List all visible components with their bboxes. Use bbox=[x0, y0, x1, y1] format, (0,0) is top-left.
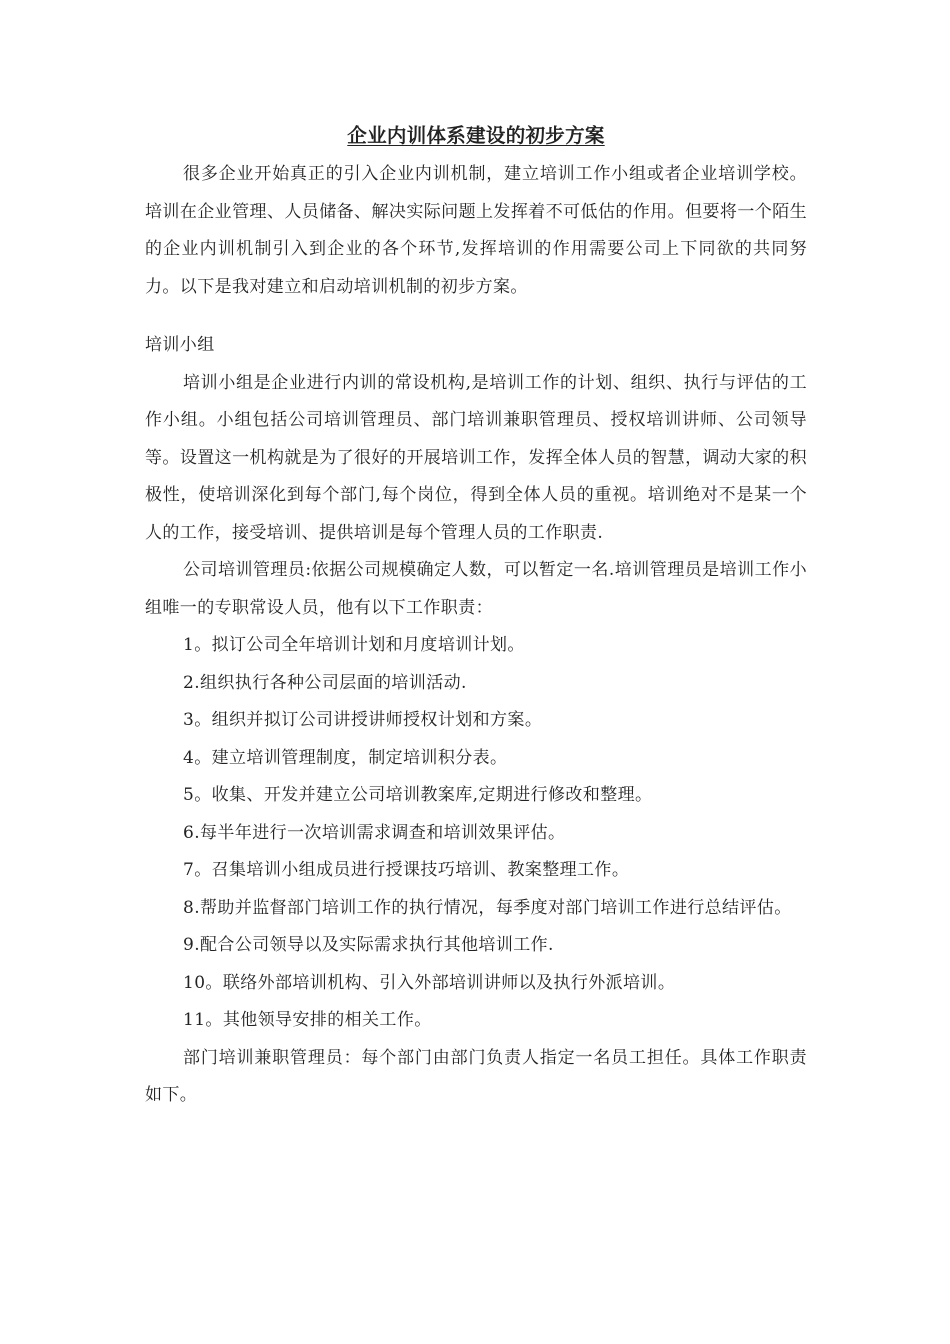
duty-item-11: 11。其他领导安排的相关工作。 bbox=[183, 1010, 432, 1030]
duty-item-6: 6.每半年进行一次培训需求调查和培训效果评估。 bbox=[183, 822, 566, 843]
section-heading: 培训小组 bbox=[145, 335, 215, 355]
duty-item-5: 5。收集、开发并建立公司培训教案库,定期进行修改和整理。 bbox=[183, 785, 653, 805]
manager-paragraph: 公司培训管理员:依据公司规模确定人数，可以暂定一名.培训管理员是培训工作小组唯一的专职常设人员，他有以下工作职责： bbox=[145, 560, 807, 618]
duty-item-9: 9.配合公司领导以及实际需求执行其他培训工作. bbox=[183, 935, 554, 955]
duty-item-7: 7。召集培训小组成员进行授课技巧培训、教案整理工作。 bbox=[183, 860, 630, 880]
duty-item-1: 1。拟订公司全年培训计划和月度培训计划。 bbox=[183, 635, 525, 655]
dept-paragraph: 部门培训兼职管理员：每个部门由部门负责人指定一名员工担任。具体工作职责如下。 bbox=[145, 1047, 807, 1105]
duty-item-4: 4。建立培训管理制度，制定培训积分表。 bbox=[183, 747, 508, 768]
duty-item-3: 3。组织并拟订公司讲授讲师授权计划和方案。 bbox=[183, 710, 543, 730]
duty-item-2: 2.组织执行各种公司层面的培训活动. bbox=[183, 672, 467, 693]
section-paragraph: 培训小组是企业进行内训的常设机构,是培训工作的计划、组织、执行与评估的工作小组。小组包括公司培训管理员、部门培训兼职管理员、授权培训讲师、公司领导等。设置这一机构就是为了很好的开展培训工作，发挥全体人员的智慧，调动大家的积极性，使培训深化到每个部门,每个岗位，得到全体人员的重视。培训绝对不是某一个人的工作，接受培训、提供培训是每个管理人员的工作职责. bbox=[145, 372, 807, 543]
document-body bbox=[145, 118, 807, 1115]
intro-paragraph: 很多企业开始真正的引入企业内训机制，建立培训工作小组或者企业培训学校。培训在企业管理、人员储备、解决实际问题上发挥着不可低估的作用。但要将一个陌生的企业内训机制引入到企业的各个环节,发挥培训的作用需要公司上下同欲的共同努力。以下是我对建立和启动培训机制的初步方案。 bbox=[145, 164, 807, 297]
document-title bbox=[145, 118, 807, 154]
duty-item-10: 10。联络外部培训机构、引入外部培训讲师以及执行外派培训。 bbox=[183, 972, 676, 993]
paragraph-gap bbox=[145, 306, 807, 319]
document-title-text: 企业内训体系建设的初步方案 bbox=[347, 124, 605, 147]
duty-item-8: 8.帮助并监督部门培训工作的执行情况，每季度对部门培训工作进行总结评估。 bbox=[183, 897, 792, 918]
